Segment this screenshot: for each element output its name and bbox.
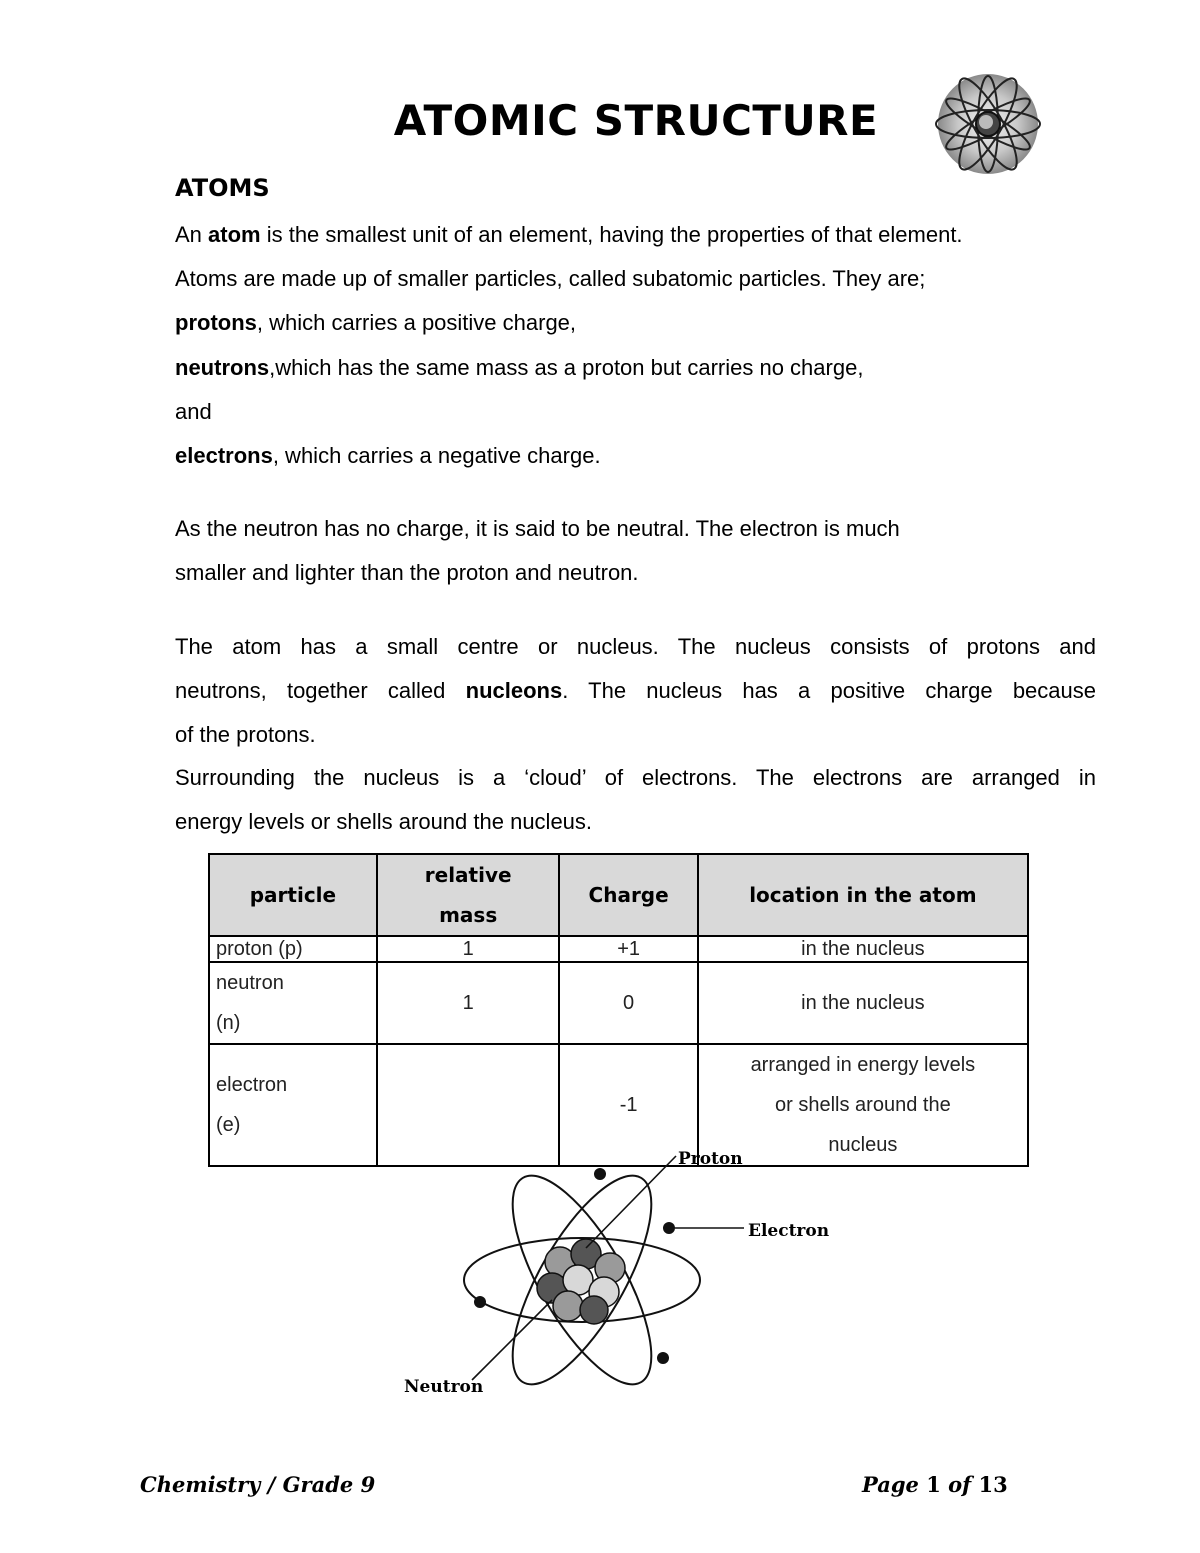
cell-particle: neutron (n): [209, 962, 377, 1044]
cell-charge: +1: [559, 936, 697, 962]
intro-line-electrons: electrons, which carries a negative charge.: [175, 443, 601, 468]
cell-mass: 1: [377, 962, 560, 1044]
paragraph-nucleus-end: of the protons.: [175, 722, 316, 747]
cell-location: arranged in energy levels or shells around the nucleus: [698, 1044, 1028, 1166]
label-electron: Electron: [748, 1221, 830, 1241]
section-heading: ATOMS: [175, 174, 270, 202]
intro-line-and: and: [175, 399, 212, 424]
cell-charge: 0: [559, 962, 697, 1044]
paragraph-electron-cloud: Surrounding the nucleus is a ‘cloud’ of electrons. The electrons are arranged in: [175, 765, 1096, 790]
atom-diagram: [400, 1140, 840, 1400]
intro-line-2: Atoms are made up of smaller particles, called subatomic particles. They are;: [175, 266, 926, 291]
atom-icon: [926, 66, 1050, 182]
intro-line-1: An atom is the smallest unit of an element, having the properties of that element.: [175, 222, 963, 247]
intro-line-protons: protons, which carries a positive charge,: [175, 310, 577, 335]
header-relative-mass: relative mass: [377, 854, 560, 936]
cell-particle: proton (p): [209, 936, 377, 962]
table-header-row: [209, 854, 1028, 936]
cell-charge: -1: [559, 1044, 697, 1166]
table-row: [209, 962, 1028, 1044]
cell-location: in the nucleus: [698, 962, 1028, 1044]
header-location: location in the atom: [698, 854, 1028, 936]
cell-location: in the nucleus: [698, 936, 1028, 962]
table-row: [209, 936, 1028, 962]
footer-subject: Chemistry / Grade 9: [140, 1472, 376, 1497]
cell-mass: 1: [377, 936, 560, 962]
paragraph-neutral: As the neutron has no charge, it is said to be neutral. The electron is much smaller and lighter than the proton and neutron.: [175, 516, 900, 585]
header-particle: particle: [209, 854, 377, 936]
label-proton: Proton: [678, 1149, 743, 1169]
paragraph-electron-cloud-end: energy levels or shells around the nucleus.: [175, 809, 593, 834]
footer-page-number: Page 1 of 13: [862, 1472, 1008, 1497]
label-neutron: Neutron: [404, 1377, 484, 1397]
particle-table: [208, 853, 1029, 1167]
page-title: ATOMIC STRUCTURE: [393, 96, 879, 145]
cell-particle: electron (e): [209, 1044, 377, 1166]
header-charge: Charge: [559, 854, 697, 936]
paragraph-nucleus: The atom has a small centre or nucleus. The nucleus consists of protons and neutrons, together called nucleons. The nucleus has a positive charge because: [175, 634, 1096, 703]
intro-line-neutrons: neutrons,which has the same mass as a proton but carries no charge,: [175, 355, 864, 380]
